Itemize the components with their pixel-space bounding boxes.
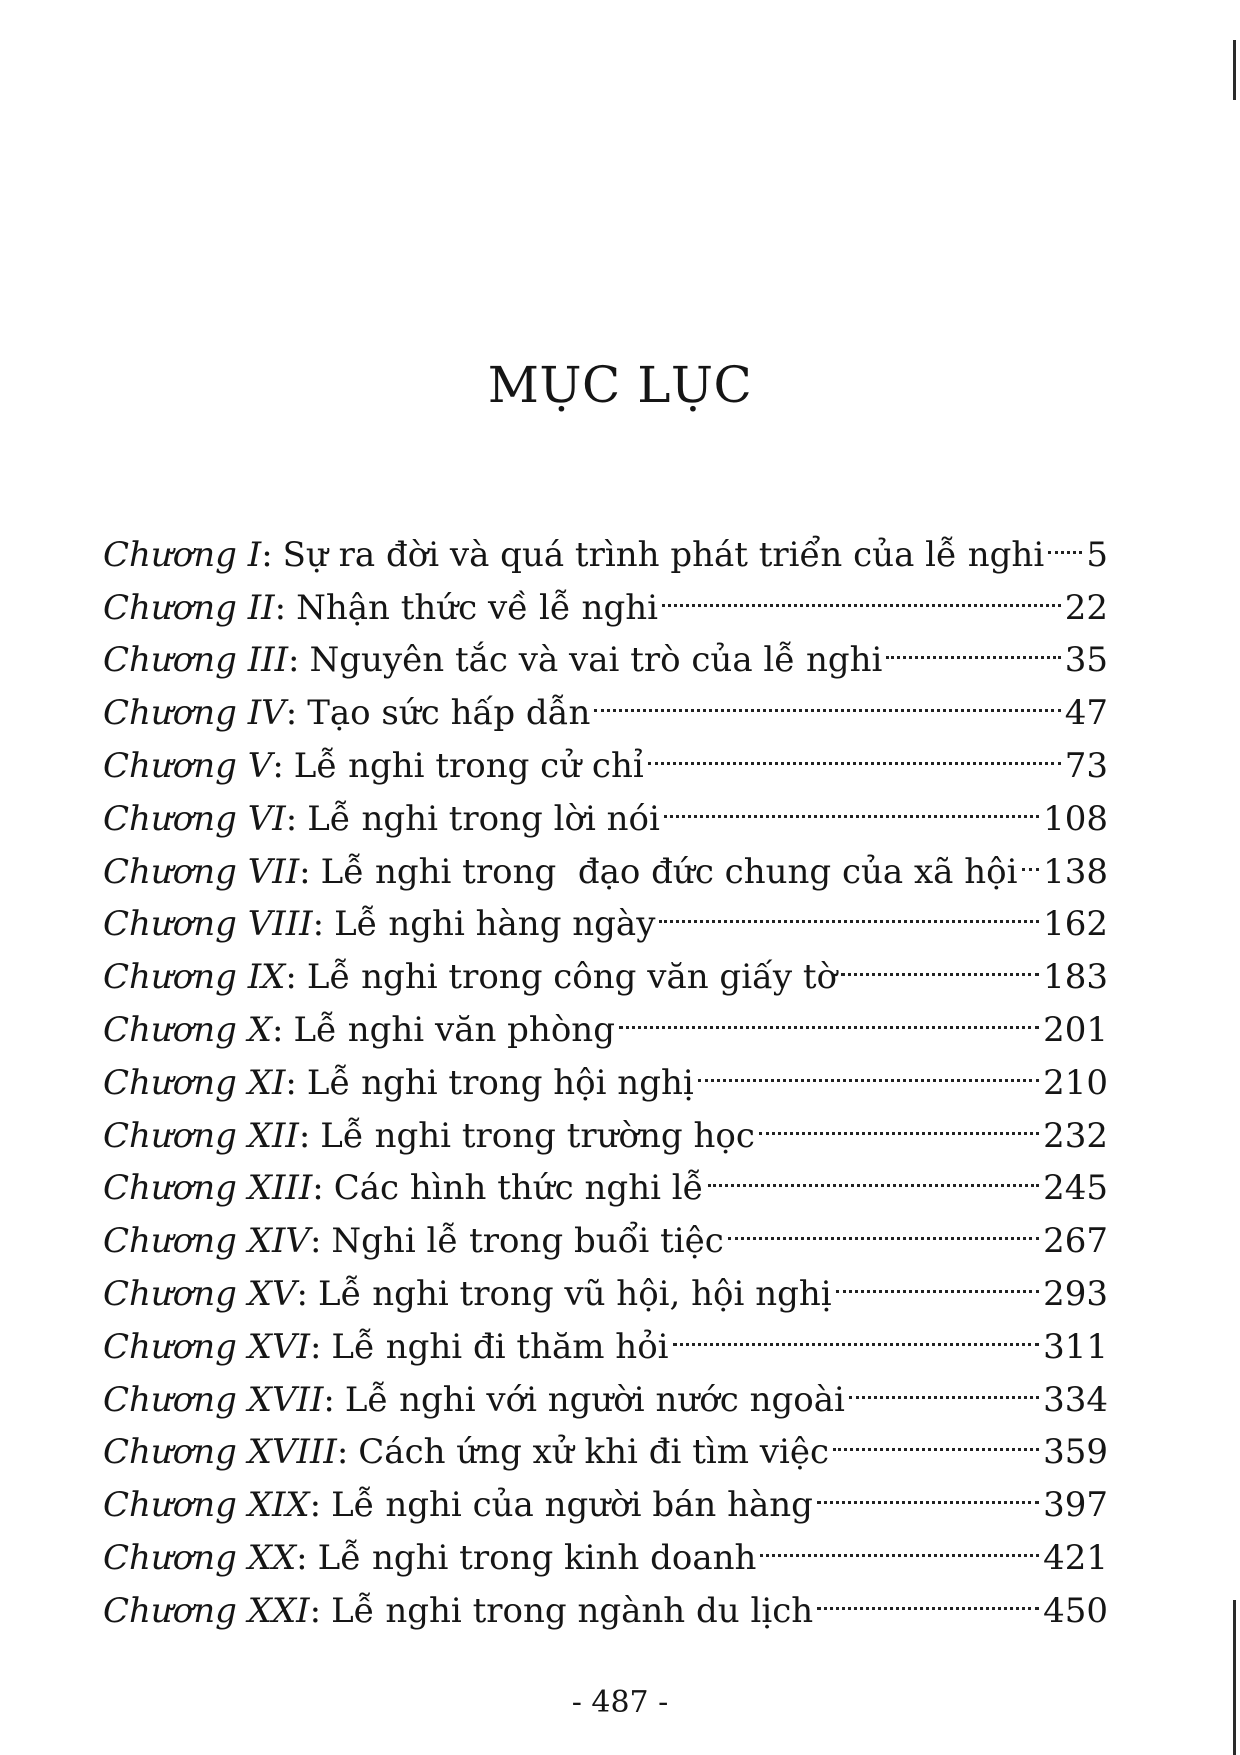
dot-leader (760, 1516, 1039, 1569)
dot-leader (759, 1094, 1039, 1147)
chapter-page: 267 (1043, 1221, 1108, 1262)
chapter-separator: : (309, 1485, 322, 1526)
chapter-number: Chương XIX (103, 1485, 310, 1526)
dot-leader (648, 724, 1061, 777)
chapter-separator: : (272, 745, 284, 786)
chapter-number: Chương XIV (103, 1221, 310, 1262)
chapter-number: Chương X (103, 1009, 272, 1050)
chapter-page: 5 (1086, 534, 1108, 575)
chapter-title: Lễ nghi văn phòng (293, 1009, 615, 1050)
page-title: MỤC LỤC (487, 356, 753, 414)
chapter-title: Tạo sức hấp dẫn (307, 693, 591, 734)
chapter-page: 22 (1064, 587, 1108, 628)
chapter-separator: : (285, 798, 298, 839)
dot-leader (708, 1147, 1040, 1200)
chapter-number: Chương XII (103, 1115, 299, 1156)
chapter-title: Cách ứng xử khi đi tìm việc (358, 1432, 830, 1473)
chapter-title: Lễ nghi trong hội nghị (306, 1062, 694, 1103)
chapter-number: Chương III (103, 640, 289, 681)
dot-leader (836, 1252, 1039, 1305)
chapter-page: 334 (1043, 1379, 1108, 1420)
chapter-page: 359 (1043, 1432, 1108, 1473)
chapter-title: Nghi lễ trong buổi tiệc (331, 1221, 724, 1262)
dot-leader (662, 566, 1061, 619)
chapter-number: Chương XVIII (103, 1432, 337, 1473)
dot-leader (619, 988, 1039, 1041)
chapter-title: Lễ nghi trong ngành du lịch (331, 1590, 814, 1631)
chapter-title: Lễ nghi trong trường học (320, 1115, 755, 1156)
chapter-title: Lễ nghi trong công văn giấy tờ (306, 957, 838, 998)
dot-leader (886, 619, 1060, 672)
chapter-separator: : (309, 1221, 322, 1262)
dot-leader (664, 777, 1039, 830)
chapter-title: Các hình thức nghi lễ (333, 1168, 704, 1209)
chapter-separator: : (323, 1379, 335, 1420)
dot-leader (673, 1305, 1040, 1358)
chapter-page: 421 (1043, 1537, 1108, 1578)
chapter-separator: : (271, 1009, 284, 1050)
chapter-number: Chương II (103, 587, 275, 628)
chapter-number: Chương XVII (103, 1379, 324, 1420)
dot-leader (728, 1199, 1039, 1252)
table-of-contents (103, 513, 1108, 1631)
chapter-page: 162 (1043, 904, 1108, 945)
chapter-title: Lễ nghi của người bán hàng (331, 1485, 813, 1526)
dot-leader (841, 935, 1039, 988)
chapter-separator: : (298, 1115, 311, 1156)
chapter-number: Chương XIII (103, 1168, 313, 1209)
chapter-separator: : (309, 1590, 322, 1631)
chapter-separator: : (296, 1273, 308, 1314)
chapter-page: 108 (1043, 798, 1108, 839)
chapter-page: 183 (1043, 957, 1108, 998)
chapter-separator: : (312, 1168, 324, 1209)
chapter-number: Chương XV (103, 1273, 297, 1314)
dot-leader (1022, 830, 1040, 883)
chapter-title: Lễ nghi trong lời nói (307, 798, 660, 839)
chapter-title: Nguyên tắc và vai trò của lễ nghi (309, 640, 883, 681)
chapter-number: Chương I (103, 534, 262, 575)
chapter-number: Chương IV (103, 693, 286, 734)
chapter-title: Lễ nghi trong vũ hội, hội nghị (317, 1273, 832, 1314)
chapter-title: Lễ nghi với người nước ngoài (344, 1379, 845, 1420)
chapter-number: Chương XXI (103, 1590, 310, 1631)
chapter-page: 311 (1043, 1326, 1108, 1367)
chapter-number: Chương VI (103, 798, 286, 839)
dot-leader (594, 671, 1060, 724)
dot-leader (849, 1358, 1039, 1411)
chapter-separator: : (261, 534, 273, 575)
chapter-number: Chương IX (103, 957, 286, 998)
chapter-separator: : (336, 1432, 349, 1473)
chapter-number: Chương VIII (103, 904, 313, 945)
chapter-separator: : (285, 957, 297, 998)
dot-leader (659, 883, 1039, 936)
chapter-page: 201 (1043, 1009, 1108, 1050)
toc-entry (103, 513, 1108, 575)
scan-edge-shadow (1233, 40, 1236, 100)
chapter-number: Chương V (103, 745, 273, 786)
chapter-separator: : (285, 693, 298, 734)
chapter-number: Chương VII (103, 851, 300, 892)
chapter-page: 210 (1043, 1062, 1108, 1103)
chapter-number: Chương XI (103, 1062, 286, 1103)
chapter-number: Chương XVI (103, 1326, 310, 1367)
chapter-page: 450 (1043, 1590, 1108, 1631)
dot-leader (833, 1411, 1039, 1464)
chapter-separator: : (274, 587, 287, 628)
chapter-title: Lễ nghi trong cử chỉ (293, 745, 644, 786)
chapter-page: 47 (1064, 693, 1108, 734)
chapter-separator: : (285, 1062, 297, 1103)
chapter-separator: : (312, 904, 325, 945)
dot-leader (817, 1463, 1039, 1516)
chapter-title: Lễ nghi hàng ngày (334, 904, 656, 945)
chapter-title: Lễ nghi trong kinh doanh (317, 1537, 757, 1578)
page-number: - 487 - (571, 1685, 669, 1720)
chapter-number: Chương XX (103, 1537, 297, 1578)
chapter-title: Lễ nghi trong đạo đức chung của xã hội (320, 851, 1018, 892)
chapter-page: 293 (1043, 1273, 1108, 1314)
chapter-title: Nhận thức về lễ nghi (296, 587, 658, 628)
chapter-title: Lễ nghi đi thăm hỏi (331, 1326, 669, 1367)
chapter-page: 245 (1043, 1168, 1108, 1209)
scan-edge-shadow (1233, 1600, 1236, 1755)
chapter-separator: : (288, 640, 300, 681)
chapter-page: 138 (1043, 851, 1108, 892)
chapter-page: 232 (1043, 1115, 1108, 1156)
chapter-separator: : (299, 851, 311, 892)
chapter-page: 73 (1064, 745, 1108, 786)
dot-leader (1048, 513, 1082, 566)
chapter-title: Sự ra đời và quá trình phát triển của lễ nghi (282, 534, 1045, 575)
chapter-separator: : (309, 1326, 322, 1367)
chapter-page: 35 (1064, 640, 1108, 681)
dot-leader (817, 1569, 1039, 1622)
chapter-separator: : (296, 1537, 308, 1578)
dot-leader (698, 1041, 1039, 1094)
chapter-page: 397 (1043, 1485, 1108, 1526)
